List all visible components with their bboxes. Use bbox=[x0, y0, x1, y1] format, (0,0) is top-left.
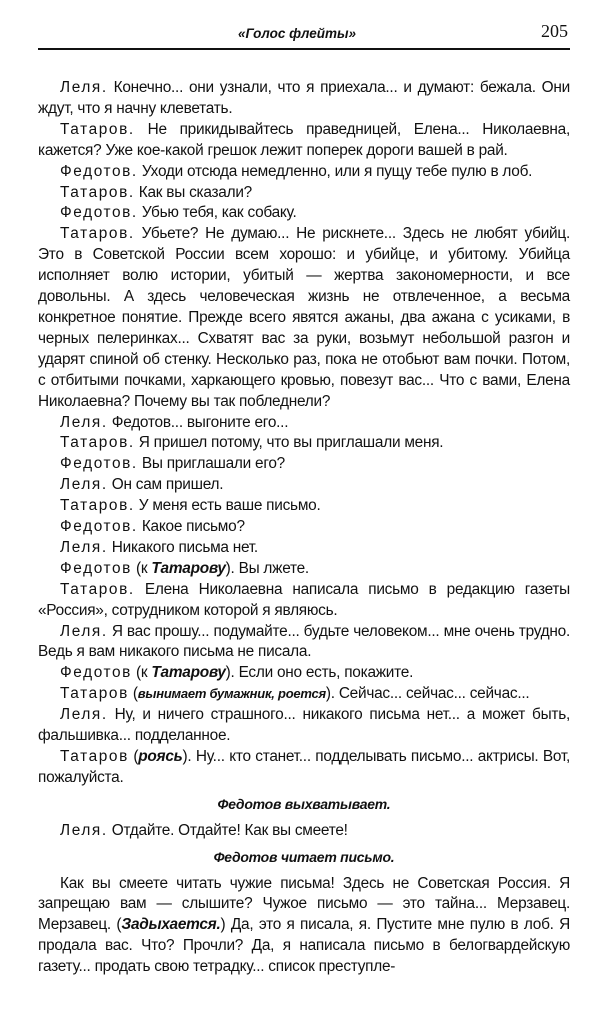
speaker-name: Федотов. bbox=[60, 204, 138, 222]
speaker-name: Федотов bbox=[60, 664, 132, 682]
dialogue-line bbox=[38, 517, 570, 538]
speaker-name: Леля. bbox=[60, 622, 108, 640]
stage-direction-inline: Задыхается. bbox=[121, 916, 221, 934]
dialogue-line bbox=[38, 705, 570, 747]
line-text: Елена Николаевна написала письмо в редакцию газеты «Россия», сотрудником которой я являюсь. bbox=[38, 580, 570, 619]
dialogue-line bbox=[38, 454, 570, 475]
line-prefix: ( bbox=[128, 685, 138, 703]
dialogue-line bbox=[38, 183, 570, 204]
running-title: «Голос флейты» bbox=[238, 26, 357, 41]
speaker-name: Леля. bbox=[60, 538, 108, 556]
line-text: Не прикидывайтесь праведницей, Елена... Николаевна, кажется? Уже кое-какой грешок лежит поперек дороги вашей в рай. bbox=[38, 120, 570, 159]
speaker-name: Татаров. bbox=[60, 497, 135, 515]
line-text: ). Вы лжете. bbox=[225, 559, 309, 577]
line-text: Никакого письма нет. bbox=[107, 538, 258, 556]
speaker-name: Татаров. bbox=[60, 434, 135, 452]
line-text: Убью тебя, как собаку. bbox=[137, 204, 297, 222]
line-text: ). Ну... кто станет... подделывать письмо... актрисы. Вот, пожалуйста. bbox=[38, 748, 570, 786]
line-text: Какое письмо? bbox=[137, 518, 245, 536]
play-text bbox=[38, 78, 570, 978]
stage-direction: Федотов выхватывает. bbox=[217, 795, 391, 812]
line-text: Ну, и ничего страшного... никакого письма нет... а может быть, фальшивка... подделанное. bbox=[38, 706, 570, 745]
speaker-name: Татаров bbox=[60, 685, 129, 703]
dialogue-line bbox=[38, 413, 570, 434]
line-text: Как вы сказали? bbox=[134, 183, 252, 201]
dialogue-line bbox=[38, 821, 570, 842]
dialogue-line bbox=[38, 747, 570, 789]
speaker-name: Федотов. bbox=[60, 518, 138, 536]
speaker-name: Леля. bbox=[60, 413, 108, 431]
line-text: Федотов... выгоните его... bbox=[107, 413, 289, 431]
line-prefix: (к bbox=[131, 664, 152, 682]
line-text: Я пришел потому, что вы приглашали меня. bbox=[134, 434, 444, 452]
speaker-name: Татаров. bbox=[60, 225, 135, 243]
dialogue-line bbox=[38, 224, 570, 412]
line-text: Убьете? Не думаю... Не рискнете... Здесь не любят убийц. Это в Советской России всем хорошо: и убийце, и убитому. Убийца исполняет волю истории, убитый — жертва закономерности, и все довольны. А здесь человеческая жизнь не отвлеченное, а весьма конкретное понятие. Прежде всего явятся ажаны, два ажана с усиками, в черных пелеринках... Схватят вас за руки, возьмут небольшой разгон и ударят спиной об стенку. Несколько раз, пока не отобьют вам почки. Потом, с отбитыми почками, харкающего кровью, повезут вас... Что с вами, Елена Николаевна? Почему вы так побледнели? bbox=[38, 225, 570, 410]
line-text: Конечно... они узнали, что я приехала... и думают: бежала. Они ждут, что я начну клеветать. bbox=[38, 79, 570, 117]
monologue-paragraph bbox=[38, 874, 570, 979]
line-text: Как вы смеете читать чужие письма! Здесь не Советская Россия. Я запрещаю вам — слышите? Чужое письмо — это тайна... Мерзавец. Мерзавец. ( bbox=[38, 874, 570, 934]
speaker-name: Татаров. bbox=[60, 183, 135, 201]
dialogue-line bbox=[38, 475, 570, 496]
line-text: Отдайте. Отдайте! Как вы смеете! bbox=[107, 821, 348, 839]
speaker-name: Федотов bbox=[60, 559, 132, 577]
stage-direction-inline: роясь bbox=[138, 748, 183, 765]
stage-direction-inline: Татарову bbox=[151, 559, 226, 577]
line-text: Вы приглашали его? bbox=[137, 455, 285, 473]
dialogue-line bbox=[38, 622, 570, 664]
stage-direction-inline: Татарову bbox=[151, 664, 226, 682]
line-prefix: ( bbox=[128, 748, 139, 765]
speaker-name: Леля. bbox=[60, 79, 108, 96]
speaker-name: Татаров bbox=[60, 748, 129, 765]
line-text: У меня есть ваше письмо. bbox=[134, 497, 321, 515]
line-text: ). Если оно есть, покажите. bbox=[225, 664, 414, 682]
dialogue-line bbox=[38, 120, 570, 162]
line-text: Уходи отсюда немедленно, или я пущу тебе пулю в лоб. bbox=[137, 162, 533, 180]
speaker-name: Леля. bbox=[60, 821, 108, 839]
dialogue-line bbox=[38, 78, 570, 120]
dialogue-line bbox=[38, 433, 570, 454]
speaker-name: Леля. bbox=[60, 476, 108, 494]
line-prefix: (к bbox=[131, 559, 152, 577]
speaker-name: Леля. bbox=[60, 706, 108, 724]
speaker-name: Федотов. bbox=[60, 162, 138, 180]
dialogue-line bbox=[38, 559, 570, 580]
line-text: ). Сейчас... сейчас... сейчас... bbox=[325, 685, 530, 703]
dialogue-line bbox=[38, 580, 570, 622]
line-text: ) Да, это я писала, я. Пустите мне пулю в лоб. Я продала вас. Что? Прочли? Да, я написала письмо в белогвардейскую газету... продать свою тетрадку... список преступле- bbox=[38, 916, 570, 976]
dialogue-line bbox=[38, 663, 570, 684]
dialogue-line bbox=[38, 496, 570, 517]
page-number: 205 bbox=[541, 21, 568, 41]
speaker-name: Татаров. bbox=[60, 120, 135, 138]
speaker-name: Федотов. bbox=[60, 455, 138, 473]
dialogue-line bbox=[38, 538, 570, 559]
stage-direction-inline: вынимает бумажник, роется bbox=[137, 686, 326, 702]
dialogue-line bbox=[38, 203, 570, 224]
line-text: Я вас прошу... подумайте... будьте человеком... мне очень трудно. Ведь я вам никакого письма не писала. bbox=[38, 622, 570, 661]
stage-direction: Федотов читает письмо. bbox=[213, 848, 395, 865]
speaker-name: Татаров. bbox=[60, 580, 135, 598]
dialogue-line bbox=[38, 162, 570, 183]
running-header bbox=[38, 20, 570, 50]
line-text: Он сам пришел. bbox=[107, 476, 224, 494]
dialogue-line bbox=[38, 684, 570, 705]
